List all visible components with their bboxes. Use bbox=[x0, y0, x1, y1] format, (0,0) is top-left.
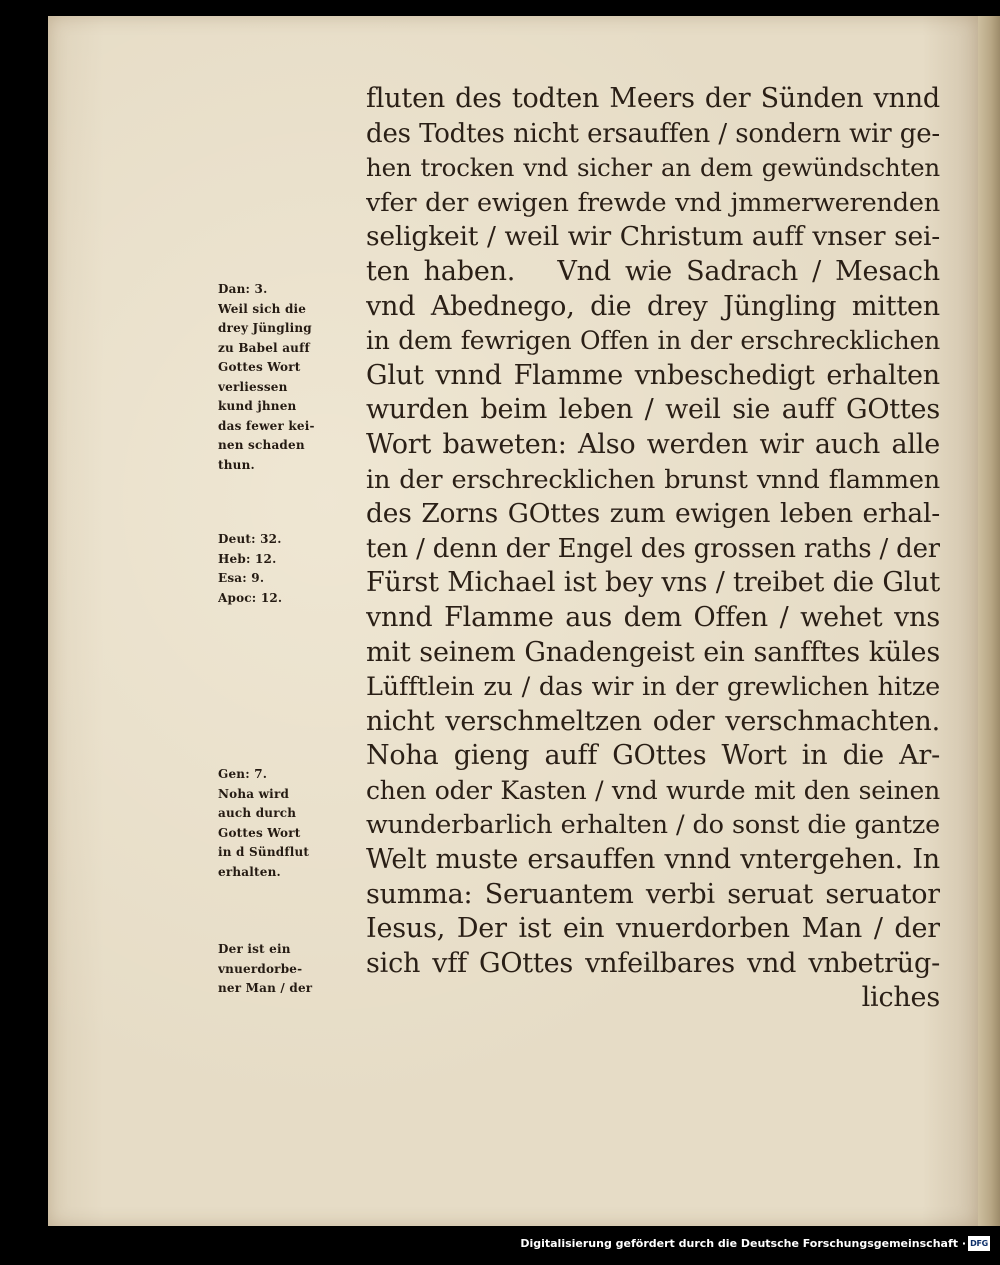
marginal-line: Dan: 3. bbox=[218, 282, 268, 296]
catchword-line: liches bbox=[861, 982, 940, 1014]
text-line: Wort baweten: Also werden wir auch alle bbox=[366, 428, 940, 460]
marginal-note-references bbox=[218, 530, 368, 608]
marginal-line: Esa: 9. bbox=[218, 571, 265, 585]
text-line: des Todtes nicht ersauffen / sondern wir ge- bbox=[366, 118, 940, 149]
marginal-line: auch durch bbox=[218, 806, 297, 820]
text-line: Glut vnnd Flamme vnbeschedigt erhalten bbox=[366, 359, 940, 391]
marginal-line: vnuerdorbe- bbox=[218, 961, 303, 976]
marginal-line: kund jhnen bbox=[218, 399, 297, 413]
marginal-line: ner Man / der bbox=[218, 981, 313, 995]
text-line: hen trocken vnd sicher an dem gewündschten bbox=[366, 153, 940, 183]
text-line: ten / denn der Engel des grossen raths / der bbox=[366, 533, 940, 564]
text-line: in der erschrecklichen brunst vnnd flammen bbox=[366, 464, 940, 495]
text-line: fluten des todten Meers der Sünden vnnd bbox=[366, 83, 940, 114]
marginal-line: Heb: 12. bbox=[218, 551, 277, 566]
marginal-line: Gen: 7. bbox=[218, 767, 268, 781]
text-line: summa: Seruantem verbi seruat seruator bbox=[366, 878, 940, 910]
marginal-note-genesis bbox=[218, 765, 368, 882]
marginal-line: Gottes Wort bbox=[218, 360, 301, 374]
text-line: Welt muste ersauffen vnnd vntergehen. In bbox=[366, 844, 940, 876]
text-line: vfer der ewigen frewde vnd jmmerwerenden bbox=[366, 187, 940, 218]
page-edge bbox=[978, 16, 1000, 1226]
text-line: Noha gieng auff GOttes Wort in die Ar- bbox=[366, 740, 940, 772]
marginal-line: Weil sich die bbox=[218, 301, 307, 316]
text-line: nicht verschmeltzen oder verschmachten. bbox=[366, 705, 940, 737]
text-line: vnd Abednego, die drey Jüngling mitten bbox=[366, 290, 940, 322]
marginal-line: verliessen bbox=[218, 379, 288, 394]
text-line: Lüfftlein zu / das wir in der grewlichen hitze bbox=[366, 672, 940, 703]
marginal-line: Deut: 32. bbox=[218, 532, 282, 546]
marginal-line: thun. bbox=[218, 457, 255, 472]
text-line: mit seinem Gnadengeist ein sanfftes küles bbox=[366, 636, 940, 668]
text-line: chen oder Kasten / vnd wurde mit den seinen bbox=[366, 775, 940, 805]
text-line: wurden beim leben / weil sie auff GOttes bbox=[366, 394, 940, 426]
digitization-credit: Digitalisierung gefördert durch die Deutsche Forschungsgemeinschaft · bbox=[520, 1237, 966, 1250]
text-line: des Zorns GOttes zum ewigen leben erhal- bbox=[366, 498, 940, 530]
marginal-line: Noha wird bbox=[218, 786, 290, 801]
text-line: Iesus, Der ist ein vnuerdorben Man / der bbox=[366, 913, 940, 945]
marginal-line: Gottes Wort bbox=[218, 825, 301, 840]
marginal-note-daniel bbox=[218, 280, 368, 475]
text-line: ten haben. Vnd wie Sadrach / Mesach bbox=[366, 255, 940, 287]
text-line: seligkeit / weil wir Christum auff vnser sei- bbox=[366, 221, 940, 253]
text-line: in dem fewrigen Offen in der erschrecklichen bbox=[366, 326, 940, 356]
marginal-line: Apoc: 12. bbox=[218, 590, 283, 605]
marginal-line: drey Jüngling bbox=[218, 321, 312, 335]
main-text-block bbox=[366, 82, 940, 1016]
text-line: vnnd Flamme aus dem Offen / wehet vns bbox=[366, 601, 940, 633]
marginal-line: nen schaden bbox=[218, 438, 305, 452]
dfg-logo-icon: DFG bbox=[968, 1236, 990, 1251]
marginal-line: in d Sündflut bbox=[218, 845, 310, 859]
text-line: sich vff GOttes vnfeilbares vnd vnbetrüg- bbox=[366, 947, 940, 979]
marginal-line: Der ist ein bbox=[218, 942, 291, 956]
marginal-line: das fewer kei- bbox=[218, 418, 315, 433]
text-line: Fürst Michael ist bey vns / treibet die Glut bbox=[366, 567, 940, 599]
marginal-note-catchword bbox=[218, 940, 368, 999]
text-line: wunderbarlich erhalten / do sonst die gantze bbox=[366, 810, 940, 841]
marginal-line: zu Babel auff bbox=[218, 340, 310, 355]
marginal-line: erhalten. bbox=[218, 864, 281, 879]
